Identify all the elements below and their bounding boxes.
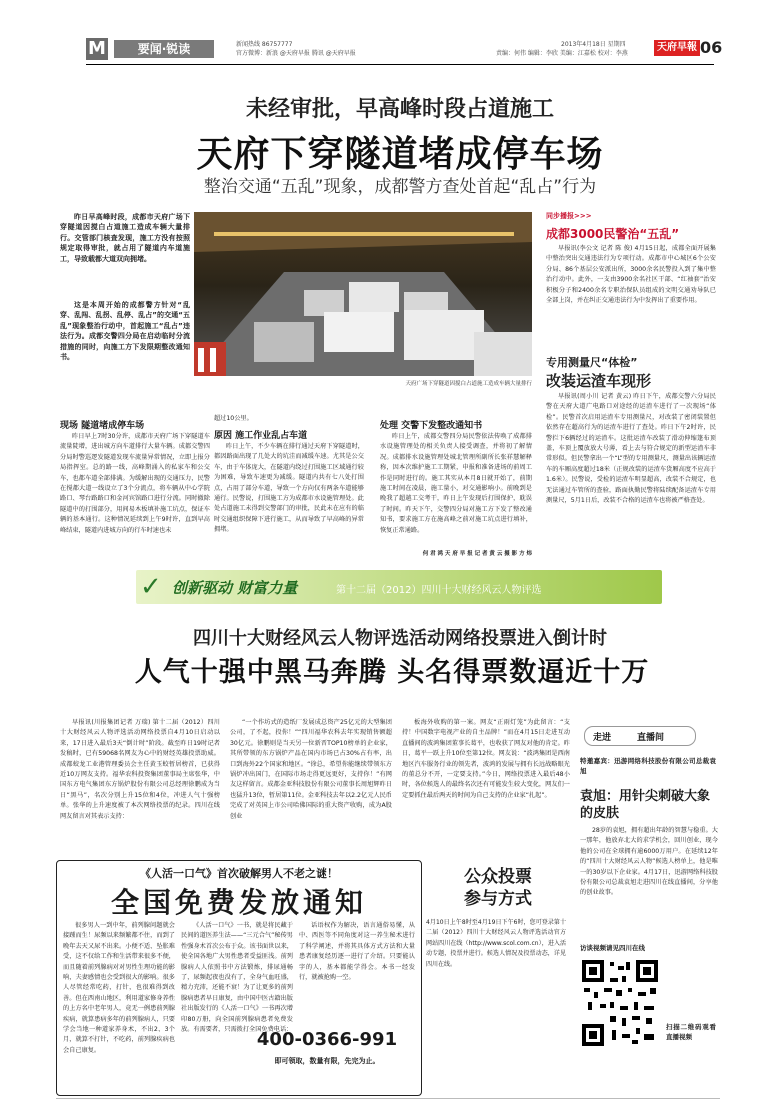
sidebar-tag: 同步播报>>> [546, 212, 592, 220]
header-rule [86, 64, 714, 65]
date: 2013年4月18日 星期四 [561, 41, 626, 48]
lead-paragraph-1: 昨日早高峰时段，成都市天府广场下穿隧道因搅白占道施工造成车辆大量排行。交管部门核查发现，施工方没有按照规定取得审批，就占用了隧道内车道施工，导致载都大道双向拥堵。 [60, 213, 190, 263]
editors: 责编：何伟 编辑：李欣 美编：江嘉松 校对：李燕 [496, 50, 628, 57]
headline: 天府下穿隧道堵成停车场 [196, 134, 604, 175]
sidebar-title-2: 改装运渣车现形 [546, 372, 652, 390]
qr-code-icon [580, 958, 660, 1048]
col1-text: 昨日早上7时30分许，成都市天府广场下穿隧道车流量陡增，进出城方向车道排行大量车辆。成都交警四分局时警巡逻发隧道发现车流量异常情况，立即上报分局指挥室。总的路一线，高峰期涌入的私家车和公交车，也都车道全部排满。为缓解出现的交通压力，民警在搅都大道一线设立了3个分流点，将车辆从中心学院路口、琴台路路口和金河宾馆路口进行分流。同时撤除隧道中的打围部分，用间易木板填补施工坑点，保证车辆的基本通行。这种情况延续到上午9时许，直到早高峰结束，隧道内进城方向的行车时速也未 [60, 433, 210, 534]
tunnel-photo [194, 212, 532, 376]
vote-col1: 早报讯(川报集团记者 万瑞) 第十二届（2012）四川十大财经风云人物评选活动网络投票自4月10日启动以来，17日进入最后3天“倒计时”阶段。截至昨日19时记者发稿时，已有59068名网友为心中的财经英雄投票助威。成都蛟龙工业港管理委员会主任黄玉蛟暂居榜首，已获得近10万网友支持。福华农科投资集团董事局主席张华，中国东方电气集团东方锅炉股份有限公司总经理徐鹏成为当日“黑马”，名次分别上升15位和4位，冲进人气十强榜单。张华的上升速度被了本次网络投票的纪录。四川在线网友留言对其表示支持： [60, 719, 220, 820]
byline: 何 君 鸿 天 府 早 报 记 者 黄 云 摄 影 方 炜 [422, 551, 532, 557]
col2-title: 原因 施工作业乱占车道 [214, 431, 308, 441]
official-weibo: 官方微博：新浪 @天府早报 腾讯 @天府早报 [236, 50, 356, 57]
award-banner [136, 570, 662, 604]
qr-note: 扫描二维码观看直播视频 [666, 1023, 716, 1042]
hotline: 新闻热线 86757777 [236, 41, 293, 48]
vote-col2: “一个作坊式的造纸厂发展成总资产25亿元的大型集团公司，了不起，投你！”“四川福华农科去年实现销售额超30亿元。徐鹏则是当天另一位新晋TOP10榜单的企业家，其所带领的东方锅炉产品在国内市场已占30%占有率，出口到海外22个国家和地区。“徐总，希望你能继续带领东方锅炉冲出国门，在国际市场走得更远更好，支持你！”有网友这样留言。成都金亚科技股份有限公司董事长周旭辉昨日也猛升13位，暂居第11位。金亚科技去年以2.2亿元人民币完成了对英国上市公司哈佛国际的重大资产收购，成为A股创业 [230, 719, 392, 820]
ad-col1: 很多男人一到中年，前列腺问题就会接踵而生！尿频以来频繁都不住，而到了晚年去天又尿不出来。小便不适、坠胀难受，这不仅给工作和生活带来很多不便，而且随着前列腺病对对男性生理功能的影响，夫妻感情也会受到很大的影响。很多人尽管经常吃药，打针，也很难得到改善。但在西南山地区，利用道家修身养性的上方名中老年男人，竟无一例患前列腺疾病，就算患病多年的前列腺病人，只要学会当地一种道家养身术，不出2、3个月，就算不打针，不吃药，前列腺疾病也会自己康复。 [63, 922, 175, 1054]
photo-caption: 天府广场下穿隧道因搅白占道施工造成车辆大量排行 [405, 381, 532, 387]
banner-slogan: 创新驱动 财富力量 [172, 579, 298, 597]
qr-caption: 访谈视频请见四川在线 [580, 944, 645, 952]
page-number: 06 [700, 38, 723, 57]
qr-code[interactable] [580, 958, 660, 1048]
vote-headline: 人气十强中黑马奔腾 头名得票数逼近十万 [134, 657, 650, 688]
section-label: 要闻·锐读 [114, 40, 214, 58]
lead-paragraph-2: 这是本周开始的成都警方针对“乱穿、乱闯、乱拐、乱停、乱占”的交通“五乱”现象整治行动中，首起施工“乱占”违法行为。成都交警四分局在启动临时分流措施的同时，向施工方下发限期整改通知书。 [60, 301, 190, 362]
ad-block [56, 860, 422, 1096]
studio-guest: 特邀嘉宾：迅游网络科技股份有限公司总裁袁旭 [580, 757, 716, 776]
col2-text: 昨日上午，不少车辆在排行通过天府下穿隧道时，都因路面出现了几处大的坑洼而减缓车速。尤其是公交车，由于车体庞大，在隧道内绕过打围施工区域通行较为困难，导致车速更为减缓。隧道内共有七八处打围点，占用了部分车道，导致一个方向仅有两条车道能够通行。民警说，打围施工方为成都市水设施管理处。此处占道施工未得到交警部门的审批，民此未在应有的临时交通组织保障下进行施工，从而导致了早高峰的异常拥堵。 [214, 443, 364, 534]
col3-title: 处理 交警下发整改通知书 [380, 421, 483, 431]
studio-tag [584, 726, 696, 746]
ad-kicker: 《人活一口气》首次破解男人不老之谜！ [140, 867, 338, 880]
ad-col2: 《人活一口气》一书，就是将民藏于民间的道医养生法——“三元合气”秘传男性强身术首次公布于众。该书面世以来，使全国各地广大男性患者受益匪浅。前列腺病人人依照书中方法锻炼，排尿通畅了，尿频起夜也没有了，全身气血旺盛，精力充沛，还能不衰！为了让更多的前列腺病患者早日康复，由中国中医古籍出版社出版发行的《人活一口气》一书再次增印80万册，向全国前列腺病患者免费发放。有需要者，只需拨打全国免费电话： [181, 922, 293, 1034]
logo-mark: M [86, 38, 108, 60]
studio-box [580, 726, 720, 1094]
col3-text: 昨日上午，成都交警四分局民警依法传唤了成都排水设施管理处的相关负责人接受调查，并将初了解情况。成都排水设施管理处城北管理所副所长张祥慧解释称，因本次维护施工工期紧，申报和准备进场的前周工作是同时进行的。施工其实从本月8日就开始了，前期施工时间在凌晨，施工量小，对交通影响小。前晚到是晚我了超越工交考干，昨日上午发现后打围保护，耽误了时间。昨天下午，交警四分局对施工方下发了整改通知书，要求施工方在施高峰之前对施工坑点进行填补，恢复正常通路。 [380, 433, 532, 534]
ad-headline: 全国免费发放通知 [110, 886, 367, 919]
col2-pre: 超过10公里。 [214, 415, 253, 422]
ad-phone-note: 即可领取，数量有限，先完为止。 [274, 1057, 380, 1065]
banner-label: 第十二届（2012）四川十大财经风云人物评选 [336, 585, 542, 596]
sidebar-text-1: 早报讯(李公文 记者 陈 俊) 4月15日起，成都全面开展集中整治突出交通违法行为专项行动。成都市中心城区6个公安分局、86个基层公安派出所，3000余名民警投入到了集中整治行动中。此外，一支由3900余名社区干部、“红袖套”治安积极分子和2400余名专职治保队员组成的文明交通劝导队已全部上岗，并在纠正交通违法行为中发挥出了重要作用。 [546, 245, 716, 305]
subhead: 整治交通“五乱”现象，成都警方查处首起“乱占”行为 [203, 177, 597, 197]
vote-method-title-1: 公众投票 [464, 867, 532, 887]
sidebar-kicker-2: 专用测量尺“体检” [546, 356, 638, 369]
vote-method-title-2: 参与方式 [464, 889, 532, 909]
studio-tag-right: 直播间 [637, 733, 665, 743]
vote-kicker: 四川十大财经风云人物评选活动网络投票进入倒计时 [193, 628, 607, 649]
ad-col3: 话语权作为解决，语言通俗易懂，从中、西医等不同角度对这一养生秘术进行了科学阐述，并将其具体方式方法和大量患者康复经历逐一进行了介绍。只要能认字的人，基本都能学得会。本书一经发行，就被抢购一空。 [299, 922, 415, 982]
vote-method [426, 862, 570, 1092]
vote-col3: 板海外收购的第一案。网友“正雨灯笼”为此留言：“支持！中国数字电视产业的自主品牌！”而在4月15日走进互动直播间的波鸿集团董事长葛平，也收获了网友对他的肯定。昨日，葛平一跃上升10位至第12位。网友说：“波鸿集团是西南地区汽车服务行业的领先者，波鸿的发展与拥有长远战略眼光的董总分不开，一定要支持。”今日，网络投票进入最后48小时，各位候选人的最终名次还有可能发生较大变化，网友们一定要抓住最后两天的时间为自己支持的企业家“扎起”。 [402, 719, 570, 799]
col1-title: 现场 隧道堵成停车场 [60, 421, 145, 431]
vote-method-text: 4月10日上午8时至4月19日下午6时，您可登录第十二届（2012）四川十大财经风云人物评选活动官方网站四川在线（http://www.scol.com.cn），进入活动专题，投票并进行。候选人情况及投票动态，详见四川在线。 [426, 919, 566, 968]
paper-name: 天府早報 [654, 40, 700, 56]
studio-tag-left: 走进 [593, 733, 612, 743]
sidebar-text-2: 早报讯(周小川 记者 黄云) 昨日下午，成都交警六分局民警在天府大道广电路口对途经的运渣车进行了一次现场“体检”。民警首次启用运渣车专用测量尺，对改装了密闭装置但依然存在超高行为的运渣车进行了查处。昨日下午2时许，民警拦下6辆经过的运渣车。这批运渣车改装了滑动伸缩篷布顶盖，车顶上覆放放大号薄，看上去与符合规定的新型运渣车非常形似。但民警拿出一个“L”型的专用测量尺，测量出该辆运渣车的车厢高度超过18米（正规改装的运渣车货厢高度不应高于1.6米）。民警说，受检的运渣车明显超高，改装不合规定，也无法通过车管所的查验，路面执勤民警将陆续配备运渣车专用测量尺，5月1日后，改装不合格的运渣车也将被严格查处。 [546, 393, 716, 505]
studio-text: 28岁的袁旭，拥有超出年龄的智慧与稳重。大一那年，他放弃北大的求学机会，回川创业，现今他的公司在全球拥有逾6000万用户。在延续12年的“四川十大财经风云人物”候选人榜单上，他是唯一的30岁以下企业家。4月17日，迅游网络科技股份有限公司总裁袁旭走进四川在线直播间，分享他的创业故事。 [580, 827, 718, 897]
kicker: 未经审批，早高峰时段占道施工 [245, 97, 554, 122]
studio-headline: 袁旭：用针尖刺破大象的皮肤 [580, 789, 711, 821]
page-header [86, 38, 723, 64]
ad-phone[interactable]: 400-0366-991 [256, 1029, 398, 1050]
sidebar-title-1: 成都3000民警治“五乱” [546, 227, 680, 241]
sidebar [546, 212, 716, 558]
tunnel-photo-image [194, 212, 532, 376]
footer-rule [56, 1098, 720, 1099]
v-icon: ✓ [140, 572, 162, 602]
